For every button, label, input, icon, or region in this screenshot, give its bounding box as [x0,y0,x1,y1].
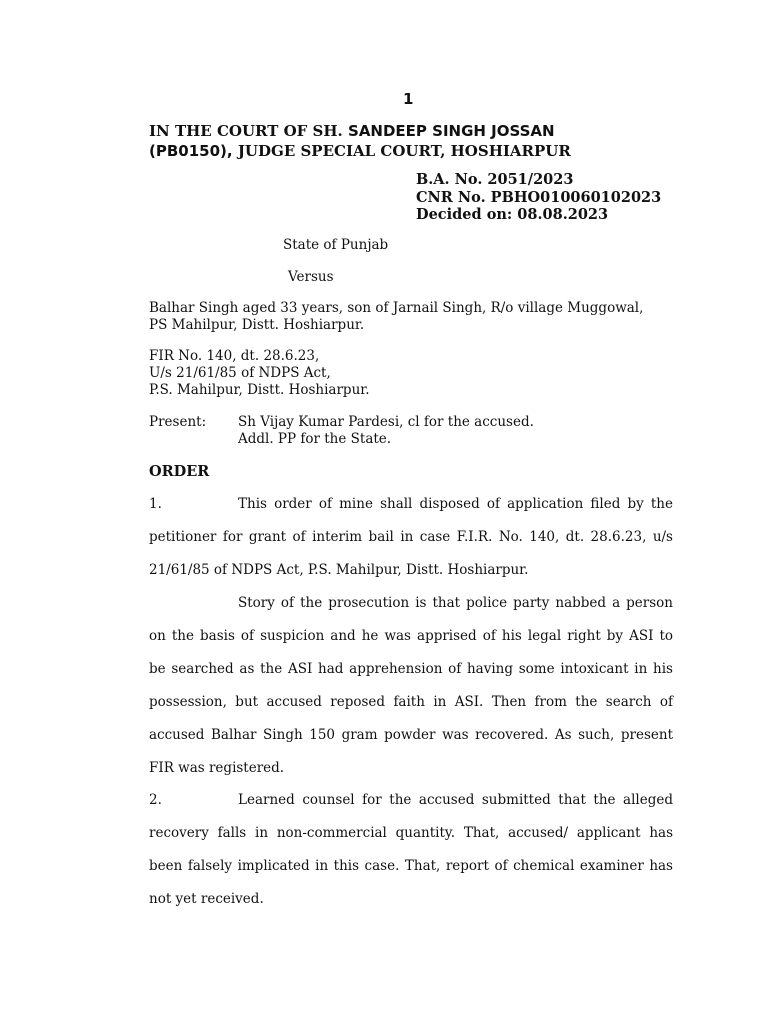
paragraph-line: FIR was registered. [149,760,285,776]
present-parties [238,414,534,448]
paragraph-line: be searched as the ASI had apprehension of having some intoxicant in his [149,661,673,677]
judge-name: SANDEEP SINGH JOSSAN [348,122,555,140]
accused-line: Balhar Singh aged 33 years, son of Jarnail Singh, R/o village Muggowal, [149,300,644,316]
party-state: State of Punjab [283,237,389,253]
paragraph-line: petitioner for grant of interim bail in case F.I.R. No. 140, dt. 28.6.23, u/s [149,529,673,545]
paragraph-line: 21/61/85 of NDPS Act, P.S. Mahilpur, Distt. Hoshiarpur. [149,562,529,578]
decision-date: Decided on: 08.08.2023 [416,206,609,223]
judge-code: (PB0150), [149,142,233,160]
accused-details [149,300,643,334]
paragraph-line: This order of mine shall disposed of application filed by the [238,496,673,512]
court-title-line-2 [149,141,571,161]
order-heading: ORDER [149,463,210,480]
present-line: Sh Vijay Kumar Pardesi, cl for the accused. [238,414,534,430]
paragraph-line: on the basis of suspicion and he was apprised of his legal right by ASI to [149,628,673,644]
present-line: Addl. PP for the State. [238,431,392,447]
fir-line: P.S. Mahilpur, Distt. Hoshiarpur. [149,382,370,398]
paragraph-line: possession, but accused reposed faith in ASI. Then from the search of [149,694,673,710]
court-name: JUDGE SPECIAL COURT, HOSHIARPUR [237,142,571,160]
page-number: 1 [403,90,414,108]
paragraph-number: 2. [149,792,162,808]
cnr-number: CNR No. PBHO010060102023 [416,188,662,206]
paragraph-number: 1. [149,496,162,512]
fir-details [149,348,370,399]
paragraph-line: accused Balhar Singh 150 gram powder was recovered. As such, present [149,727,673,743]
versus-label: Versus [288,269,334,285]
paragraph-line: Story of the prosecution is that police party nabbed a person [238,595,673,611]
fir-line: FIR No. 140, dt. 28.6.23, [149,348,320,364]
paragraph-line: Learned counsel for the accused submitted that the alleged [238,792,673,808]
fir-line: U/s 21/61/85 of NDPS Act, [149,365,331,381]
paragraph-line: not yet received. [149,891,264,907]
court-title-line-1 [149,121,571,141]
court-title-prefix: IN THE COURT OF SH. [149,122,343,140]
accused-line: PS Mahilpur, Distt. Hoshiarpur. [149,317,365,333]
bail-application-number: B.A. No. 2051/2023 [416,171,574,188]
court-title [149,121,571,161]
present-label: Present: [149,414,207,430]
case-references [416,171,661,224]
paragraph-line: recovery falls in non-commercial quantity. That, accused/ applicant has [149,825,673,841]
paragraph-line: been falsely implicated in this case. That, report of chemical examiner has [149,858,673,874]
